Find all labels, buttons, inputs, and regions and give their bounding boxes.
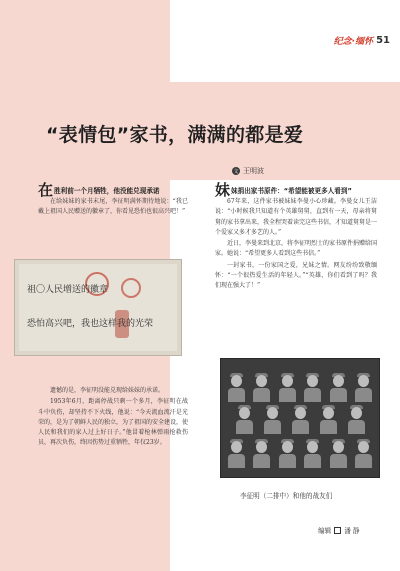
left-subheading-text: 胜利前一个月牺牲，他没能兑现承诺 <box>54 187 160 195</box>
column-rubric: 纪念·缅怀 <box>333 37 374 47</box>
left-paragraph: 1953年6月，距离停战只剩一个多月，李征明在战斗中负伤，却坚持不下火线，他说：“今天流血流汗是光荣的，是为了朝鲜人民的独立，为了祖国的安全建设，使人民和我们的家人过上好日子。”他冒着枪林弹雨抢救伤员，再次负伤，终因伤势过重牺牲，年仅23岁。 <box>38 398 189 447</box>
soldier-figure <box>347 405 365 434</box>
left-paragraph: 遗憾的是，李征明没能兑现给妹妹的承诺。 <box>50 387 165 394</box>
soldier-figure <box>329 439 347 468</box>
separator-box-icon <box>334 527 341 534</box>
letter-image <box>14 259 182 356</box>
soldier-figure <box>291 405 309 434</box>
left-paragraph: 在给妹妹的家书末尾，李征明满怀期待地说：“我已戴上祖国人民赠送的徽章了，你看见恐怕也很高兴吧！” <box>38 198 188 216</box>
byline <box>232 166 264 176</box>
photo-row-back <box>227 373 373 402</box>
soldier-figure <box>253 439 271 468</box>
editor-label: 编辑 <box>318 527 332 535</box>
soldier-figure <box>227 373 245 402</box>
left-dropcap: 在 <box>38 181 54 199</box>
soldier-figure <box>278 439 296 468</box>
right-column <box>215 181 378 292</box>
soldier-figure <box>235 405 253 434</box>
soldier-figure <box>227 439 245 468</box>
red-stamp <box>121 278 141 298</box>
photo-row-front <box>227 439 373 468</box>
photo-row-middle <box>235 405 365 434</box>
editor-name: 潘 静 <box>344 527 360 535</box>
page-header <box>334 34 390 47</box>
article-title: “表情包”家书，满满的都是爱 <box>46 124 304 146</box>
right-subheading-text: 妹捐出家书原件：“希望能被更多人看到” <box>231 187 352 195</box>
left-column <box>38 181 188 218</box>
right-dropcap: 妹 <box>215 181 231 199</box>
left-column-lower <box>38 385 188 449</box>
page-number: 51 <box>376 35 390 46</box>
soldier-figure <box>355 439 373 468</box>
soldier-figure <box>304 373 322 402</box>
soldier-figure <box>253 373 271 402</box>
right-paragraph: 67年来，这件家书被妹妹李曼小心珍藏。李曼女儿王洁说：“小时候我只知道有个英雄舅舅，直到有一天，母亲将舅舅的家书拿出来，我全程哭着读完这些书信，才知道舅舅是一个爱家又多才多艺的人。” <box>215 198 378 236</box>
soldier-figure <box>278 373 296 402</box>
author-name: 王明波 <box>243 167 264 175</box>
soldier-figure <box>263 405 281 434</box>
author-icon: 文 <box>233 168 239 175</box>
letter-handwriting-line: 祖〇人民增送的徽章 <box>27 285 109 295</box>
soldier-figure <box>319 405 337 434</box>
soldier-figure <box>329 373 347 402</box>
right-paragraph: 近日，李曼来到北京，将李征明烈士的家书原件捐赠给国家。她说：“希望更多人看到这些书信。” <box>215 240 378 258</box>
right-subheading <box>215 181 377 199</box>
right-paragraph: 一封家书，一份家国之爱，兄妹之情。网友纷纷致敬缅怀：“一个很热爱生活的年轻人。”“英雄，你们看到了吗？我们现在强大了！” <box>215 261 377 290</box>
soldier-figure <box>355 373 373 402</box>
left-subheading <box>38 181 188 199</box>
soldier-figure <box>304 439 322 468</box>
letter-handwriting-line: 恐怕高兴吧，我也这样我的光荣 <box>27 319 154 329</box>
editor-credit <box>318 525 359 535</box>
group-photo <box>220 358 380 478</box>
photo-caption: 李征明（二排中）和他的战友们 <box>240 492 333 500</box>
